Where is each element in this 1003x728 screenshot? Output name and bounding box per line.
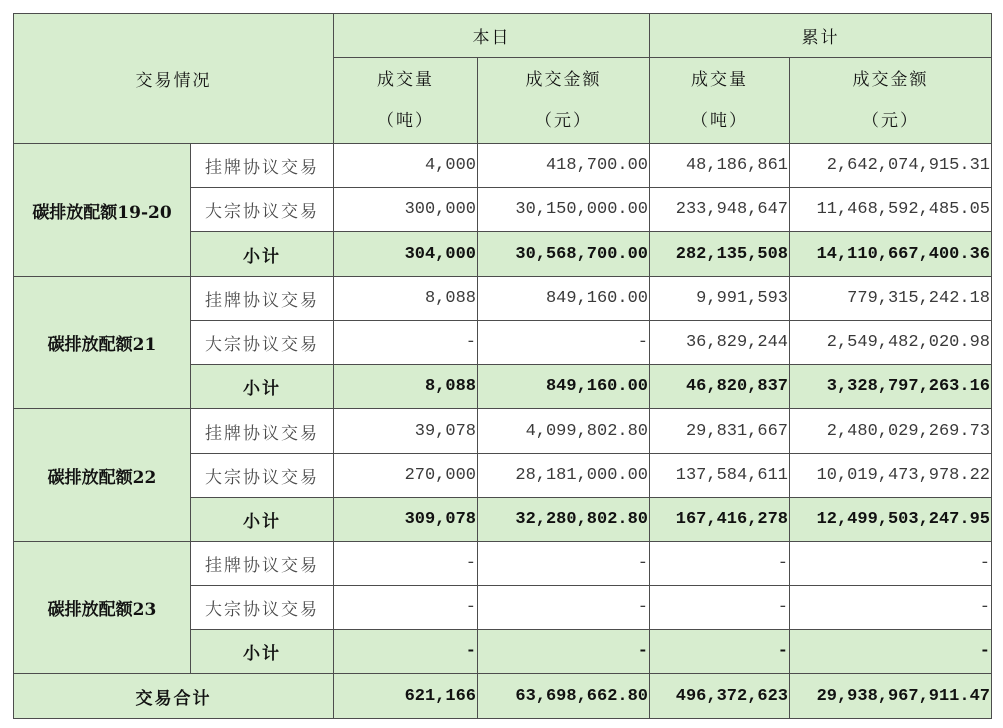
cumulative-volume: 48,186,861 bbox=[650, 144, 790, 188]
carbon-trading-table bbox=[13, 13, 992, 719]
cumulative-volume: 233,948,647 bbox=[650, 188, 790, 232]
today-amount: 4,099,802.80 bbox=[478, 409, 650, 454]
today-volume: 8,088 bbox=[334, 365, 478, 409]
today-amount: - bbox=[478, 321, 650, 365]
total-today-amount: 63,698,662.80 bbox=[478, 674, 650, 719]
today-amount: - bbox=[478, 542, 650, 586]
total-cumulative-amount: 29,938,967,911.47 bbox=[790, 674, 992, 719]
group-label: 碳排放配额23 bbox=[14, 542, 191, 674]
total-label: 交易合计 bbox=[14, 674, 334, 719]
today-amount: - bbox=[478, 586, 650, 630]
col-header-today-volume bbox=[334, 58, 478, 144]
cumulative-volume: 36,829,244 bbox=[650, 321, 790, 365]
today-amount: 849,160.00 bbox=[478, 365, 650, 409]
trade-type: 挂牌协议交易 bbox=[191, 144, 334, 188]
header-cumulative: 累计 bbox=[650, 14, 992, 58]
subtotal-label: 小计 bbox=[191, 630, 334, 674]
today-amount: 30,568,700.00 bbox=[478, 232, 650, 277]
today-volume: 4,000 bbox=[334, 144, 478, 188]
total-cumulative-volume: 496,372,623 bbox=[650, 674, 790, 719]
cumulative-volume: 9,991,593 bbox=[650, 277, 790, 321]
group-label: 碳排放配额19-20 bbox=[14, 144, 191, 277]
group-label: 碳排放配额22 bbox=[14, 409, 191, 542]
table-row bbox=[14, 144, 992, 188]
today-volume: - bbox=[334, 630, 478, 674]
subtotal-label: 小计 bbox=[191, 232, 334, 277]
group-label: 碳排放配额21 bbox=[14, 277, 191, 409]
cumulative-volume: 29,831,667 bbox=[650, 409, 790, 454]
cumulative-volume: 282,135,508 bbox=[650, 232, 790, 277]
today-amount: - bbox=[478, 630, 650, 674]
trade-type: 大宗协议交易 bbox=[191, 188, 334, 232]
col-header-name: 成交金额 bbox=[852, 69, 929, 90]
cumulative-volume: 46,820,837 bbox=[650, 365, 790, 409]
subtotal-label: 小计 bbox=[191, 498, 334, 542]
col-header-cumulative-amount bbox=[790, 58, 992, 144]
col-header-name: 成交量 bbox=[691, 69, 748, 90]
col-header-cumulative-volume bbox=[650, 58, 790, 144]
today-volume: - bbox=[334, 542, 478, 586]
today-amount: 32,280,802.80 bbox=[478, 498, 650, 542]
cumulative-amount: 14,110,667,400.36 bbox=[790, 232, 992, 277]
today-volume: - bbox=[334, 321, 478, 365]
table-row bbox=[14, 277, 992, 321]
cumulative-amount: - bbox=[790, 586, 992, 630]
col-header-name: 成交金额 bbox=[525, 69, 602, 90]
today-amount: 28,181,000.00 bbox=[478, 454, 650, 498]
cumulative-volume: - bbox=[650, 586, 790, 630]
today-volume: 8,088 bbox=[334, 277, 478, 321]
total-row bbox=[14, 674, 992, 719]
cumulative-volume: 167,416,278 bbox=[650, 498, 790, 542]
today-amount: 418,700.00 bbox=[478, 144, 650, 188]
header-row-period bbox=[14, 14, 992, 58]
col-header-today-amount bbox=[478, 58, 650, 144]
today-amount: 30,150,000.00 bbox=[478, 188, 650, 232]
trade-type: 挂牌协议交易 bbox=[191, 409, 334, 454]
cumulative-amount: 10,019,473,978.22 bbox=[790, 454, 992, 498]
table-row bbox=[14, 409, 992, 454]
subtotal-label: 小计 bbox=[191, 365, 334, 409]
today-volume: 304,000 bbox=[334, 232, 478, 277]
cumulative-volume: 137,584,611 bbox=[650, 454, 790, 498]
table-header-title: 交易情况 bbox=[14, 14, 334, 144]
today-volume: 270,000 bbox=[334, 454, 478, 498]
trade-type: 挂牌协议交易 bbox=[191, 542, 334, 586]
cumulative-amount: - bbox=[790, 542, 992, 586]
cumulative-amount: 2,549,482,020.98 bbox=[790, 321, 992, 365]
cumulative-amount: 779,315,242.18 bbox=[790, 277, 992, 321]
trade-type: 大宗协议交易 bbox=[191, 454, 334, 498]
col-header-unit: （吨） bbox=[691, 110, 748, 131]
cumulative-amount: - bbox=[790, 630, 992, 674]
header-today: 本日 bbox=[334, 14, 650, 58]
today-volume: 39,078 bbox=[334, 409, 478, 454]
table-row bbox=[14, 542, 992, 586]
total-today-volume: 621,166 bbox=[334, 674, 478, 719]
today-amount: 849,160.00 bbox=[478, 277, 650, 321]
cumulative-volume: - bbox=[650, 542, 790, 586]
cumulative-volume: - bbox=[650, 630, 790, 674]
col-header-unit: （元） bbox=[862, 110, 919, 131]
today-volume: - bbox=[334, 586, 478, 630]
today-volume: 309,078 bbox=[334, 498, 478, 542]
cumulative-amount: 11,468,592,485.05 bbox=[790, 188, 992, 232]
cumulative-amount: 2,480,029,269.73 bbox=[790, 409, 992, 454]
cumulative-amount: 2,642,074,915.31 bbox=[790, 144, 992, 188]
trade-type: 大宗协议交易 bbox=[191, 321, 334, 365]
cumulative-amount: 12,499,503,247.95 bbox=[790, 498, 992, 542]
cumulative-amount: 3,328,797,263.16 bbox=[790, 365, 992, 409]
col-header-name: 成交量 bbox=[377, 69, 434, 90]
trade-type: 挂牌协议交易 bbox=[191, 277, 334, 321]
col-header-unit: （元） bbox=[535, 110, 592, 131]
col-header-unit: （吨） bbox=[377, 110, 434, 131]
trade-type: 大宗协议交易 bbox=[191, 586, 334, 630]
today-volume: 300,000 bbox=[334, 188, 478, 232]
